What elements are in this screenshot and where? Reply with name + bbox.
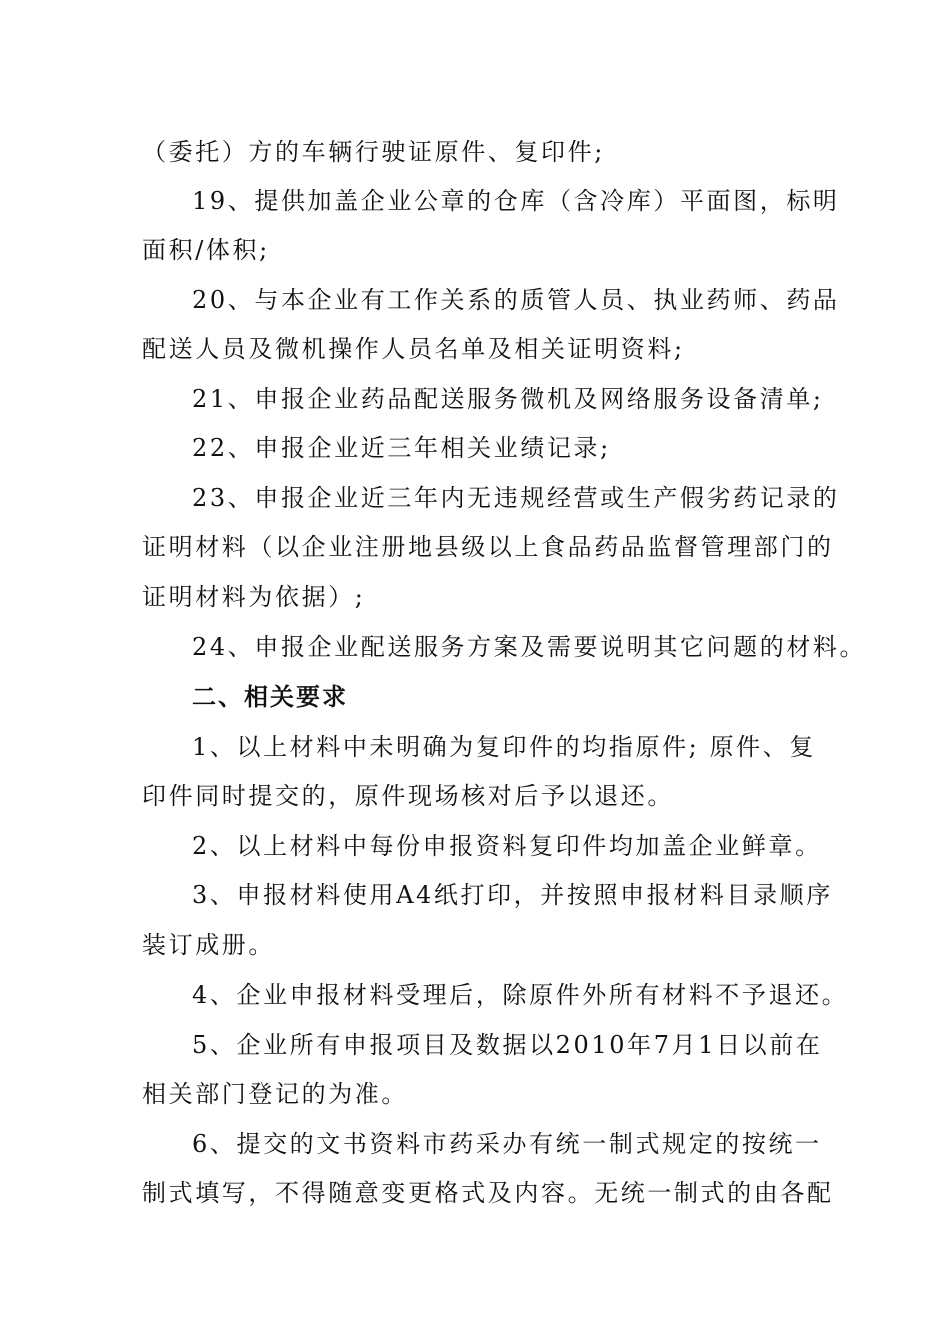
requirement-4-line: 4、企业申报材料受理后，除原件外所有材料不予退还。 <box>192 981 849 1009</box>
requirement-6-line-1: 6、提交的文书资料市药采办有统一制式规定的按统一 <box>192 1130 822 1158</box>
section-heading: 二、相关要求 <box>192 683 348 711</box>
item-22-line: 22、申报企业近三年相关业绩记录; <box>192 434 611 462</box>
requirement-1-line-2: 印件同时提交的，原件现场核对后予以退还。 <box>142 782 674 810</box>
item-20-line-2: 配送人员及微机操作人员名单及相关证明资料; <box>142 335 685 363</box>
requirement-2-line: 2、以上材料中每份申报资料复印件均加盖企业鲜章。 <box>192 832 822 860</box>
requirement-5-line-2: 相关部门登记的为准。 <box>142 1080 408 1108</box>
item-19-line-2: 面积/体积; <box>142 236 270 264</box>
item-20-line-1: 20、与本企业有工作关系的质管人员、执业药师、药品 <box>192 286 840 314</box>
requirement-6-line-2: 制式填写，不得随意变更格式及内容。无统一制式的由各配 <box>142 1179 834 1207</box>
requirement-5-line-1: 5、企业所有申报项目及数据以2010年7月1日以前在 <box>192 1031 823 1059</box>
item-24-line: 24、申报企业配送服务方案及需要说明其它问题的材料。 <box>192 633 867 661</box>
requirement-3-line-2: 装订成册。 <box>142 931 275 959</box>
requirement-3-line-1: 3、申报材料使用A4纸打印，并按照申报材料目录顺序 <box>192 881 833 909</box>
requirement-1-line-1: 1、以上材料中未明确为复印件的均指原件; 原件、复 <box>192 733 816 761</box>
item-19-line-1: 19、提供加盖企业公章的仓库（含冷库）平面图，标明 <box>192 187 840 215</box>
item-23-line-1: 23、申报企业近三年内无违规经营或生产假劣药记录的 <box>192 484 840 512</box>
item-21-line: 21、申报企业药品配送服务微机及网络服务设备清单; <box>192 385 824 413</box>
item-23-line-2: 证明材料（以企业注册地县级以上食品药品监督管理部门的 <box>142 533 834 561</box>
continuation-line: （委托）方的车辆行驶证原件、复印件; <box>142 138 605 166</box>
item-23-line-3: 证明材料为依据）; <box>142 583 366 611</box>
